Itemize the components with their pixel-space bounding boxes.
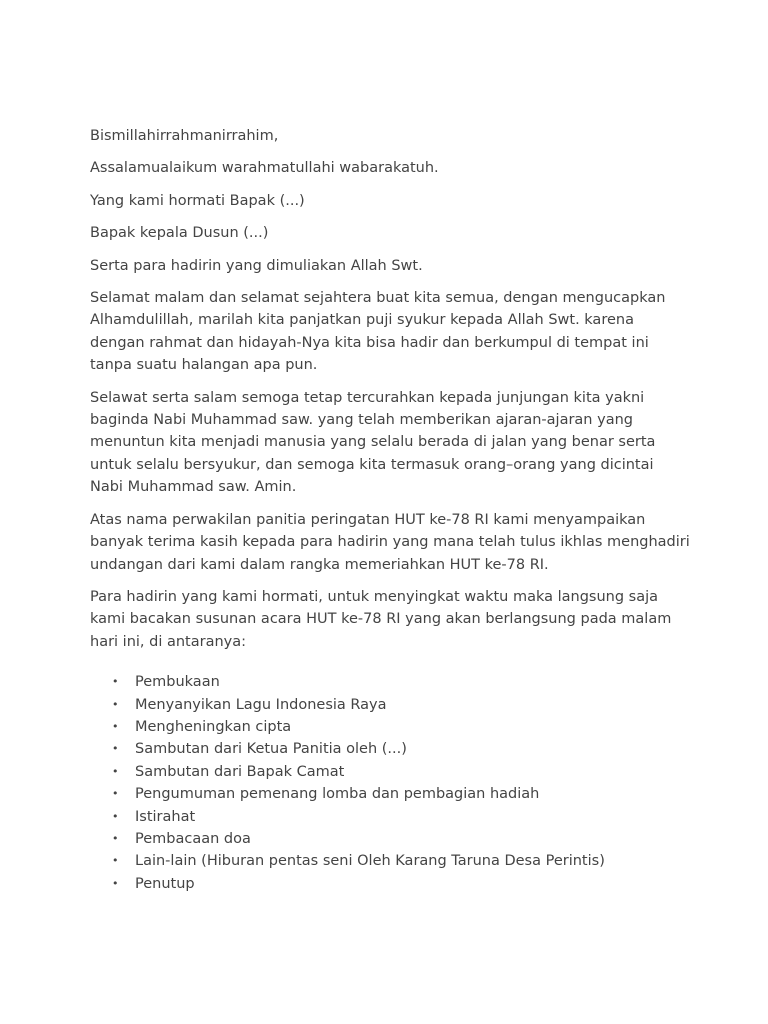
paragraph-opening-gratitude: Selamat malam dan selamat sejahtera buat kita semua, dengan mengucapkan Alhamdulillah, marilah kita panjatkan puji syukur kepada Allah Swt. karena dengan rahmat dan hidayah-Nya kita bisa hadir dan berkumpul di tempat ini tanpa suatu halangan apa pun.: [90, 290, 666, 374]
agenda-item-label: Mengheningkan cipta: [135, 718, 292, 735]
agenda-item-label: Pengumuman pemenang lomba dan pembagian hadiah: [135, 786, 540, 803]
list-item: [90, 850, 690, 872]
greeting-salam: Assalamualaikum warahmatullahi wabarakatuh.: [90, 160, 439, 177]
bullet-icon: •: [112, 719, 119, 733]
agenda-item-label: Lain-lain (Hiburan pentas seni Oleh Karang Taruna Desa Perintis): [135, 853, 605, 870]
list-item: [90, 738, 690, 760]
address-audience: Serta para hadirin yang dimuliakan Allah Swt.: [90, 257, 423, 274]
agenda-item-label: Pembukaan: [135, 674, 220, 691]
paragraph-thanks: Atas nama perwakilan panitia peringatan HUT ke-78 RI kami menyampaikan banyak terima kasih kepada para hadirin yang mana telah tulus ikhlas menghadiri undangan dari kami dalam rangka memeriahkan HUT ke-78 RI.: [90, 511, 690, 573]
agenda-item-label: Menyanyikan Lagu Indonesia Raya: [135, 696, 387, 713]
document-body: [90, 125, 690, 895]
bullet-icon: •: [112, 675, 119, 689]
list-item: [90, 828, 690, 850]
paragraph-agenda-intro: Para hadirin yang kami hormati, untuk menyingkat waktu maka langsung saja kami bacakan susunan acara HUT ke-78 RI yang akan berlangsung pada malam hari ini, di antaranya:: [90, 588, 672, 650]
list-item: [90, 783, 690, 805]
list-item: [90, 761, 690, 783]
bullet-icon: •: [112, 876, 119, 890]
list-item: [90, 716, 690, 738]
paragraph-shalawat: Selawat serta salam semoga tetap tercurahkan kepada junjungan kita yakni baginda Nabi Muhammad saw. yang telah memberikan ajaran-ajaran yang menuntun kita menjadi manusia yang selalu berada di jalan yang benar serta untuk selalu bersyukur, dan semoga kita termasuk orang–orang yang dicintai Nabi Muhammad saw. Amin.: [90, 389, 656, 496]
bullet-icon: •: [112, 809, 119, 823]
list-item: [90, 671, 690, 693]
list-item: [90, 806, 690, 828]
agenda-list: [90, 671, 690, 895]
agenda-item-label: Penutup: [135, 875, 195, 892]
list-item: [90, 873, 690, 895]
bullet-icon: •: [112, 831, 119, 845]
bullet-icon: •: [112, 697, 119, 711]
bullet-icon: •: [112, 764, 119, 778]
bullet-icon: •: [112, 854, 119, 868]
bullet-icon: •: [112, 787, 119, 801]
list-item: [90, 694, 690, 716]
agenda-item-label: Sambutan dari Bapak Camat: [135, 763, 345, 780]
bullet-icon: •: [112, 742, 119, 756]
address-village-head: Bapak kepala Dusun (...): [90, 225, 269, 242]
agenda-item-label: Istirahat: [135, 808, 196, 825]
address-honored-guest: Yang kami hormati Bapak (...): [90, 192, 305, 209]
agenda-item-label: Pembacaan doa: [135, 830, 251, 847]
agenda-item-label: Sambutan dari Ketua Panitia oleh (...): [135, 741, 407, 758]
greeting-basmalah: Bismillahirrahmanirrahim,: [90, 128, 279, 144]
